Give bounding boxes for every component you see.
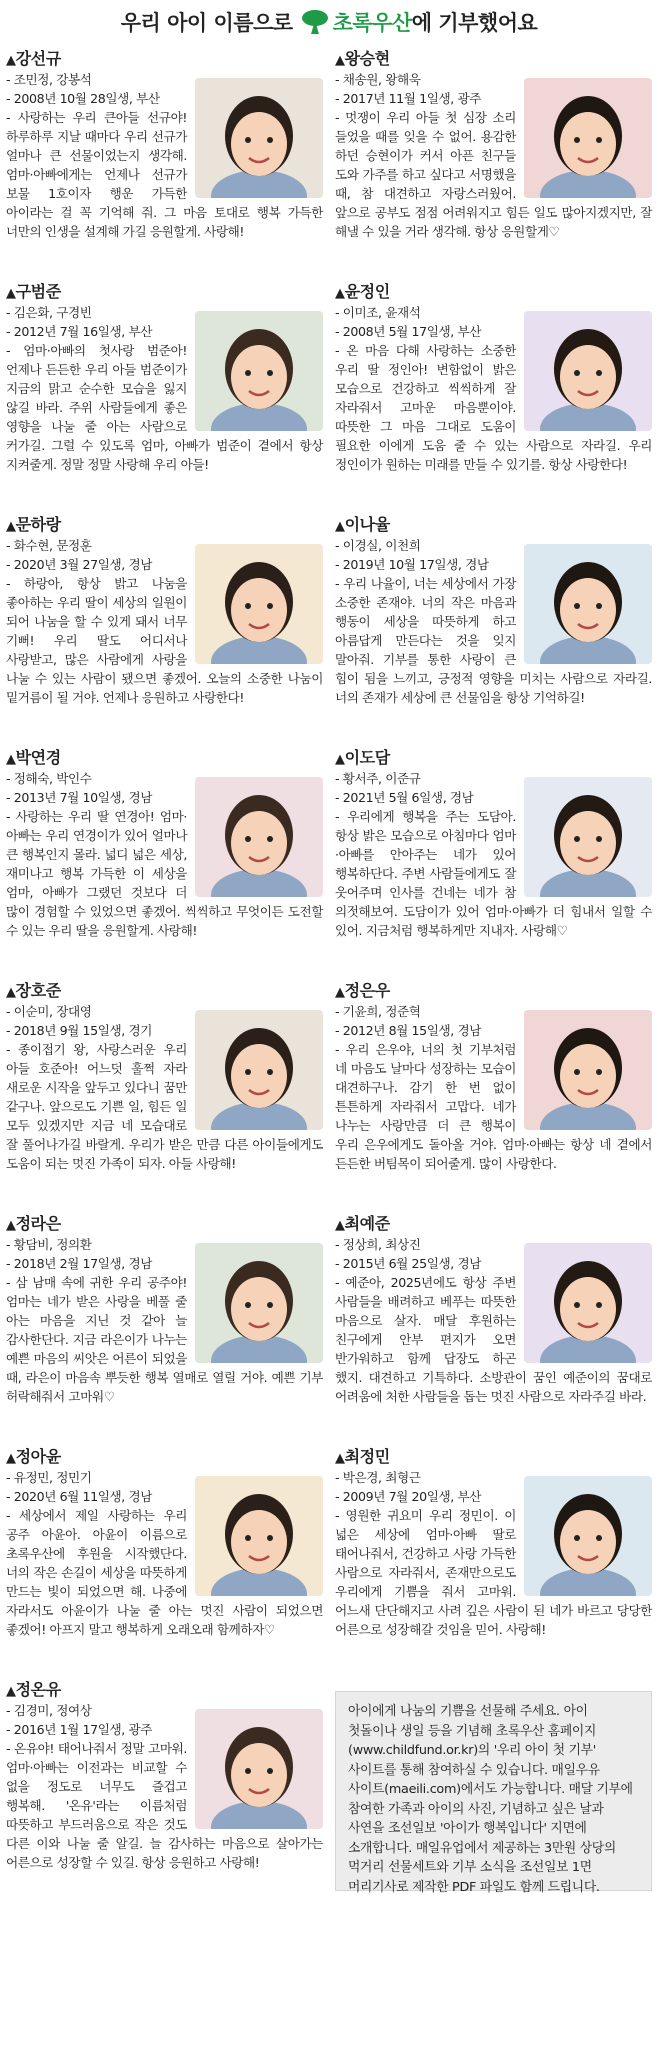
- child-name: 문하랑: [15, 515, 61, 534]
- portrait-image: [195, 311, 323, 431]
- birth-info: - 2012년 8월 15일생, 경남: [335, 1023, 482, 1038]
- child-name: 정아윤: [15, 1447, 61, 1466]
- portrait-image: [524, 311, 652, 431]
- parents: - 황담비, 정의환: [6, 1237, 92, 1252]
- message: - 하랑아, 항상 밝고 나눔을 좋아하는 우리 딸이 세상의 일원이 되어 나눔을 할 수 있게 돼서 너무 기뻐! 우리 딸도 어디서나 사랑받고, 많은 사람에게 사랑을 나눌 수 있는 사람이 됐으면 좋겠어. 오늘의 소중한 나눔이 밑거름이 될 거야. 언제나 응원하고 사랑한다!: [6, 576, 323, 705]
- child-name: 최정민: [344, 1447, 390, 1466]
- entry-card: [335, 281, 652, 514]
- message: - 우리 나율이, 너는 세상에서 가장 소중한 존재야. 너의 작은 마음과 행동이 세상을 따뜻하게 하고 아름답게 만든다는 것을 잊지 말아줘. 기부를 통한 사랑이 큰 힘이 됨을 느끼고, 긍정적 영향을 미치는 사람으로 자라길. 너의 존재가 세상에 큰 선물임을 항상 기억하길!: [335, 576, 652, 705]
- triangle-icon: ▲: [6, 53, 16, 68]
- birth-info: - 2012년 7월 16일생, 부산: [6, 324, 153, 339]
- triangle-icon: ▲: [6, 752, 16, 767]
- header-title-prefix: 우리 아이 이름으로: [120, 11, 293, 35]
- message: - 사랑하는 우리 딸 연경아! 엄마·아빠는 우리 연경이가 있어 얼마나 큰 행복인지 몰라. 넓디 넓은 세상, 재미나고 행복 가득한 이 세상을 엄마, 아빠가 그랬던 것보다 더 많이 경험할 수 있었으면 좋겠어. 씩씩하고 무엇이든 도전할 수 있는 우리 딸을 응원할게. 사랑해!: [6, 809, 323, 938]
- parents: - 유정민, 정민기: [6, 1470, 92, 1485]
- triangle-icon: ▲: [335, 519, 345, 534]
- header-title-suffix: 에 기부했어요: [411, 11, 538, 35]
- message: - 온 마음 다해 사랑하는 소중한 우리 딸 정인아! 변함없이 밝은 모습으로 건강하고 씩씩하게 잘 자라줘서 고마운 마음뿐이야. 따뜻한 그 마음 그대로 도움이 필요한 이에게 도움 줄 수 있는 사람으로 자라길. 우리 정인이가 원하는 미래를 만들 수 있기를. 항상 사랑한다!: [335, 343, 652, 472]
- triangle-icon: ▲: [6, 286, 16, 301]
- portrait-image: [524, 1476, 652, 1596]
- portrait-image: [195, 1709, 323, 1829]
- child-name: 정은우: [344, 981, 390, 1000]
- parents: - 정해숙, 박인수: [6, 771, 92, 786]
- portrait-image: [195, 1010, 323, 1130]
- portrait-image: [195, 1476, 323, 1596]
- triangle-icon: ▲: [6, 985, 16, 1000]
- child-name: 최예준: [344, 1214, 390, 1233]
- child-name: 구범준: [15, 282, 61, 301]
- child-photo: [195, 1243, 323, 1363]
- birth-info: - 2018년 9월 15일생, 경기: [6, 1023, 153, 1038]
- child-photo: [195, 78, 323, 198]
- child-photo: [524, 1010, 652, 1130]
- child-photo: [524, 78, 652, 198]
- birth-info: - 2017년 11월 1일생, 광주: [335, 91, 482, 106]
- child-photo: [524, 311, 652, 431]
- entry-card: [6, 48, 323, 281]
- child-photo: [524, 1476, 652, 1596]
- entry-card: [6, 281, 323, 514]
- entry-card: [335, 1213, 652, 1446]
- birth-info: - 2018년 2월 17일생, 경남: [6, 1256, 153, 1271]
- triangle-icon: ▲: [6, 519, 16, 534]
- triangle-icon: ▲: [335, 752, 345, 767]
- message: - 온유야! 태어나줘서 정말 고마워. 엄마·아빠는 이전과는 비교할 수 없을 정도로 너무도 즐겁고 행복해. '온유'라는 이름처럼 따뜻하고 부드러움으로 작은 것도 다른 이와 나눌 줄 알길. 늘 감사하는 마음으로 살아가는 어른으로 성장할 수 있길. 항상 응원하고 사랑해!: [6, 1741, 323, 1870]
- message: - 사랑하는 우리 큰아들 선규야! 하루하루 지날 때마다 우리 선규가 얼마나 큰 선물이었는지 생각해. 엄마·아빠에게는 언제나 선규가 보물 1호이자 행운 가득한 아이라는 걸 꼭 기억해 줘. 그 마음 토대로 행복 가득한 너만의 인생을 설계해 가길 응원할게. 사랑해!: [6, 110, 323, 239]
- parents: - 김은화, 구경빈: [6, 305, 92, 320]
- birth-info: - 2020년 3월 27일생, 경남: [6, 557, 153, 572]
- child-name: 이나율: [344, 515, 390, 534]
- triangle-icon: ▲: [335, 53, 345, 68]
- parents: - 김경미, 정여상: [6, 1703, 92, 1718]
- message: - 우리에게 행복을 주는 도담아. 항상 밝은 모습으로 아침마다 엄마·아빠를 안아주는 네가 있어 행복하단다. 주변 사람들에게도 잘 웃어주며 인사를 건네는 네가 참 의젓해보여. 도담이가 있어 엄마·아빠가 더 힘내서 일할 수 있어. 지금처럼 행복하게만 지내자. 사랑해♡: [335, 809, 652, 938]
- triangle-icon: ▲: [6, 1684, 16, 1699]
- birth-info: - 2021년 5월 6일생, 경남: [335, 790, 474, 805]
- triangle-icon: ▲: [6, 1451, 16, 1466]
- parents: - 정상희, 최상진: [335, 1237, 421, 1252]
- child-name: 윤정인: [344, 282, 390, 301]
- header-brand: 초록우산: [332, 11, 412, 35]
- birth-info: - 2020년 6월 11일생, 경남: [6, 1489, 153, 1504]
- message: - 세상에서 제일 사랑하는 우리 공주 아윤아. 아윤이 이름으로 초록우산에 후원을 시작했단다. 너의 작은 손길이 세상을 따뜻하게 만드는 빛이 되었으면 해. 나중에 자라서도 아윤이가 나눌 줄 아는 멋진 사람이 되었으면 좋겠어! 아프지 말고 행복하게 오래오래 함께하자♡: [6, 1508, 323, 1637]
- parents: - 박은경, 최형근: [335, 1470, 421, 1485]
- donation-notice: 아이에게 나눔의 기쁨을 선물해 주세요. 아이 첫돌이나 생일 등을 기념해 초록우산 홈페이지(www.childfund.or.kr)의 '우리 아이 첫 기부' 사이트를 통해 참여하실 수 있습니다. 매일우유 사이트(maeili.com)에서도 가능합니다. 매달 기부에 참여한 가족과 아이의 사진, 기념하고 싶은 날과 사연을 조선일보 '아이가 행복입니다' 지면에 소개합니다. 매일유업에서 제공하는 3만원 상당의 먹거리 선물세트와 기부 소식을 조선일보 1면 머리기사로 제작한 PDF 파일도 함께 드립니다.: [335, 1691, 652, 1891]
- child-name: 강선규: [15, 49, 61, 68]
- message: - 우리 은우야, 너의 첫 기부처럼 네 마음도 날마다 성장하는 모습이 대견하구나. 감기 한 번 없이 튼튼하게 자라줘서 고맙다. 네가 나누는 사랑만큼 더 큰 행복이 우리 은우에게도 돌아올 거야. 엄마·아빠는 항상 네 곁에서 든든한 버팀목이 되어줄게. 많이 사랑한다.: [335, 1042, 652, 1171]
- child-name: 정온유: [15, 1680, 61, 1699]
- portrait-image: [524, 1243, 652, 1363]
- entry-card: [335, 747, 652, 980]
- portrait-image: [524, 544, 652, 664]
- birth-info: - 2016년 1월 17일생, 광주: [6, 1722, 153, 1737]
- entry-card: [6, 514, 323, 747]
- triangle-icon: ▲: [335, 1218, 345, 1233]
- birth-info: - 2009년 7월 20일생, 부산: [335, 1489, 482, 1504]
- triangle-icon: ▲: [335, 1451, 345, 1466]
- entry-card: [6, 1446, 323, 1679]
- birth-info: - 2013년 7월 10일생, 경남: [6, 790, 153, 805]
- page-header: [0, 0, 658, 44]
- child-photo: [195, 1709, 323, 1829]
- portrait-image: [524, 777, 652, 897]
- child-photo: [195, 1010, 323, 1130]
- message: - 예준아, 2025년에도 항상 주변 사람들을 배려하고 베푸는 따뜻한 마음으로 살자. 매달 후원하는 친구에게 안부 편지가 오면 반가워하고 함께 답장도 하곤 했지. 대견하고 기특하다. 소방관이 꿈인 예준이의 꿈대로 어려움에 처한 사람들을 돕는 멋진 사람으로 자라주길 바라.: [335, 1275, 652, 1404]
- portrait-image: [195, 1243, 323, 1363]
- birth-info: - 2015년 6월 25일생, 경남: [335, 1256, 482, 1271]
- message: - 멋쟁이 우리 아들 첫 심장 소리 들었을 때를 잊을 수 없어. 용감한 하던 승현이가 커서 아픈 친구들 도와 가주를 하고 싶다고 서명했을 때, 참 대견하고 자랑스러웠어. 앞으로 공부도 점점 어려워지고 힘든 일도 많아지겠지만, 잘 해낼 수 있을 거라 생각해. 항상 응원할게♡: [335, 110, 652, 239]
- parents: - 이경실, 이천희: [335, 538, 421, 553]
- entries-grid: [6, 48, 652, 1912]
- portrait-image: [524, 78, 652, 198]
- child-photo: [195, 1476, 323, 1596]
- entry-card: [6, 1679, 323, 1912]
- message: - 삼 남매 속에 귀한 우리 공주야! 엄마는 네가 받은 사랑을 베풀 줄 아는 마음을 지닌 것 같아 늘 감사한단다. 지금 라은이가 나누는 예쁜 마음의 씨앗은 어른이 되었을 때, 라은이 마음속 뿌듯한 행복 열매로 열릴 거야. 예쁜 기부 허락해줘서 고마워♡: [6, 1275, 323, 1404]
- parents: - 이순미, 장대영: [6, 1004, 92, 1019]
- message: - 영원한 귀요미 우리 정민이. 이 넓은 세상에 엄마·아빠 딸로 태어나줘서, 건강하고 사랑 가득한 사람으로 자라줘서, 존재만으로도 우리에게 기쁨을 줘서 고마워. 어느새 단단해지고 사려 깊은 사람이 된 네가 바르고 당당한 어른으로 성장해갈 것임을 믿어. 사랑해!: [335, 1508, 652, 1637]
- entry-card: [6, 1213, 323, 1446]
- parents: - 황서주, 이준규: [335, 771, 421, 786]
- child-name: 왕승현: [344, 49, 390, 68]
- parents: - 이미조, 윤재석: [335, 305, 421, 320]
- birth-info: - 2019년 10월 17일생, 경남: [335, 557, 489, 572]
- child-name: 장호준: [15, 981, 61, 1000]
- child-photo: [195, 544, 323, 664]
- entry-card: [335, 48, 652, 281]
- entry-card: [6, 980, 323, 1213]
- triangle-icon: ▲: [6, 1218, 16, 1233]
- message: - 엄마·아빠의 첫사랑 범준아! 언제나 든든한 우리 아들 범준이가 지금의 맑고 순수한 모습을 잃지 않길 바라. 주위 사람들에게 좋은 영향을 나눌 줄 아는 사람으로 커가길. 그럴 수 있도록 엄마, 아빠가 범준이 곁에서 항상 지켜줄게. 정말 정말 사랑해 우리 아들!: [6, 343, 323, 472]
- parents: - 채송원, 왕해욱: [335, 72, 421, 87]
- child-photo: [195, 777, 323, 897]
- portrait-image: [195, 78, 323, 198]
- portrait-image: [195, 544, 323, 664]
- entry-card: [335, 514, 652, 747]
- child-photo: [195, 311, 323, 431]
- parents: - 조민정, 강봉석: [6, 72, 92, 87]
- message: - 종이접기 왕, 사랑스러운 우리 아들 호준아! 어느덧 훌쩍 자라 새로운 시작을 앞두고 있다니 꿈만 같구나. 앞으로도 기쁜 일, 힘든 일 모두 있겠지만 지금 네 모습대로 잘 풀어나가길 바랄게. 우리가 받은 만큼 다른 아이들에게도 도움이 되는 멋진 가족이 되자. 아들 사랑해!: [6, 1042, 323, 1171]
- child-photo: [524, 1243, 652, 1363]
- entry-card: [335, 1446, 652, 1679]
- child-name: 박연경: [15, 748, 61, 767]
- child-photo: [524, 777, 652, 897]
- birth-info: - 2008년 10월 28일생, 부산: [6, 91, 160, 106]
- triangle-icon: ▲: [335, 286, 345, 301]
- portrait-image: [524, 1010, 652, 1130]
- child-name: 이도담: [344, 748, 390, 767]
- entry-card: [6, 747, 323, 980]
- child-photo: [524, 544, 652, 664]
- child-name: 정라은: [15, 1214, 61, 1233]
- entry-card: [335, 980, 652, 1213]
- tree-icon: [301, 9, 329, 35]
- parents: - 기윤희, 정준혁: [335, 1004, 421, 1019]
- triangle-icon: ▲: [335, 985, 345, 1000]
- portrait-image: [195, 777, 323, 897]
- birth-info: - 2008년 5월 17일생, 부산: [335, 324, 482, 339]
- parents: - 화수현, 문정훈: [6, 538, 92, 553]
